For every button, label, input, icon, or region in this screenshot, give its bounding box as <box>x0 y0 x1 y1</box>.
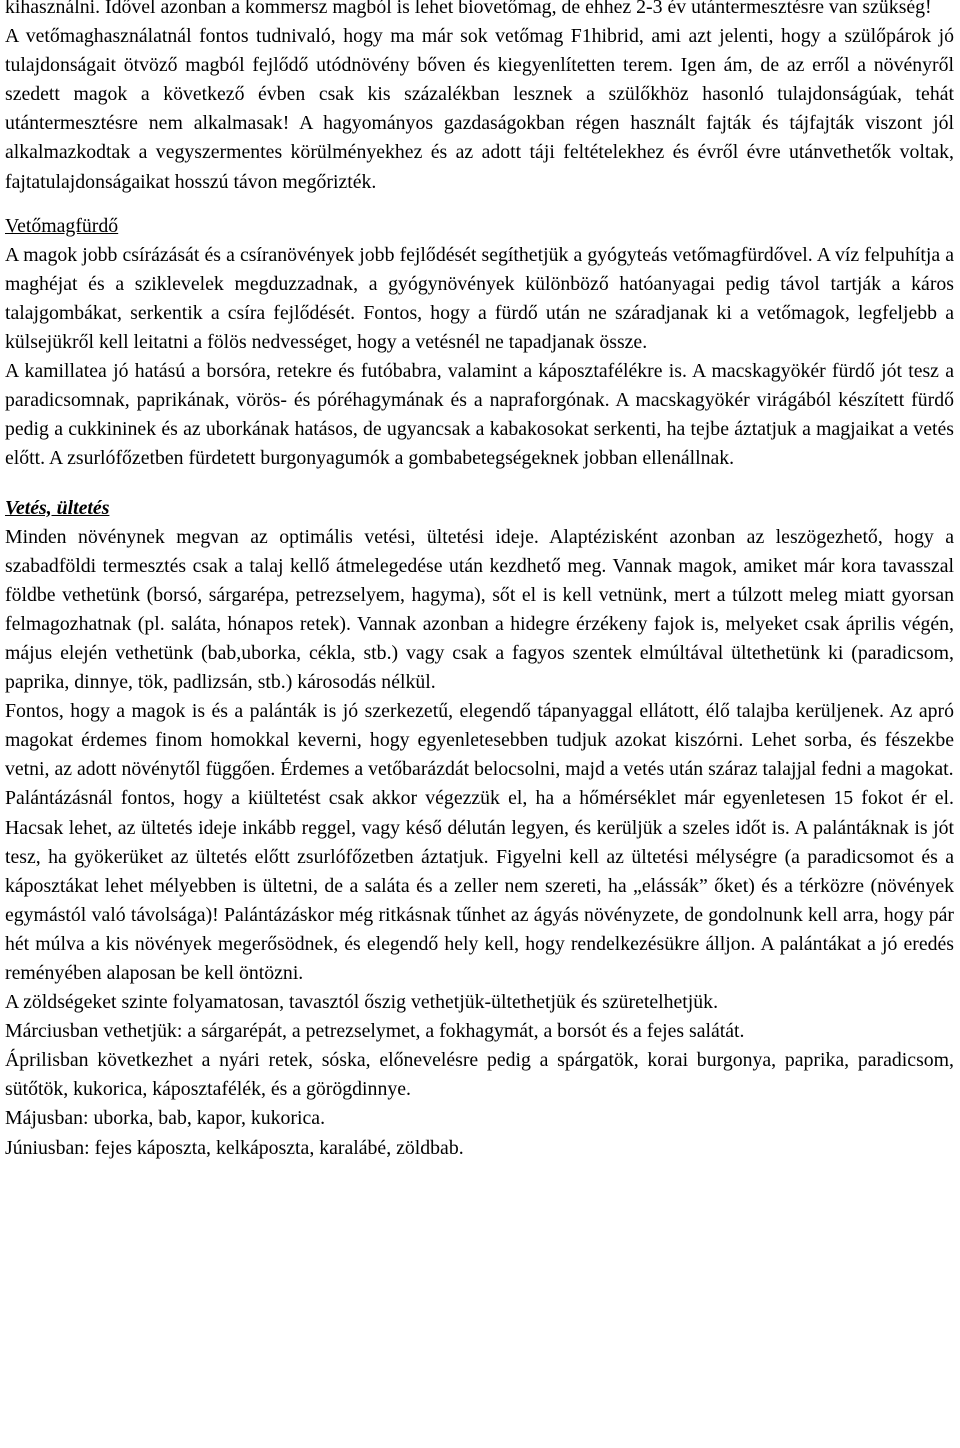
vetes-paragraph-4: A zöldségeket szinte folyamatosan, tavasztól őszig vethetjük-ültethetjük és szüretelhetjük. <box>5 991 719 1014</box>
vetes-paragraph-2: Fontos, hogy a magok is és a palánták is jó szerkezetű, elegendő tápanyaggal ellátott, élő talajba kerüljenek. Az apró magokat érdemes finom homokkal keverni, hogy egyenletesebben tudjuk azokat kiszórni. Lehet sorba, és fészekbe vetni, az adott növénytől függően. Érdemes a vetőbarázdát belocsolni, majd a vetés után száraz talajjal fedni a magokat. <box>5 700 954 781</box>
intro-paragraph-1: kihasználni. Idővel azonban a kommersz magból is lehet biovetőmag, de ehhez 2-3 év utántermesztésre van szükség! <box>5 0 932 18</box>
vetes-may-list: Májusban: uborka, bab, kapor, kukorica. <box>5 1107 326 1130</box>
vetes-paragraph-3: Palántázásnál fontos, hogy a kiültetést csak akkor végezzük el, ha a hőmérséklet már egyenletesen 15 fokot ér el. Hacsak lehet, az ültetés ideje inkább reggel, vagy késő délután legyen, és kerüljük a szeles időt is. A palántáknak is jót tesz, ha gyökerüket az ültetés előtt zsurlófőzetben áztatjuk. Figyelni kell az ültetési mélységre (a paradicsomot és a káposztákat lehet mélyebben is ültetni, de a saláta és a zeller nem szereti, ha „elássák” őket) és a térközre (növények egymástól való távolsága)! Palántázáskor még ritkásnak tűnhet az ágyás növényzete, de gondolnunk kell arra, hogy pár hét múlva a kis növények megerősödnek, és elegendő hely kell, hogy rendelkezésükre álljon. A palántákat a jó eredés reményében alaposan be kell öntözni. <box>5 787 954 984</box>
vetes-paragraph-1: Minden növénynek megvan az optimális vetési, ültetési ideje. Alaptézisként azonban az leszögezhető, hogy a szabadföldi termesztés csak a talaj kellő átmelegedése után kezdhető meg. Vannak magok, amiket már kora tavasszal földbe vethetünk (borsó, sárgarépa, petrezselyem, hagyma), sőt el is kell vetnünk, mert a túlzott meleg miatt gyorsan felmagozhatnak (pl. saláta, hónapos retek). Vannak azonban a hidegre érzékeny fajok is, melyeket csak április végén, május elején vethetünk (bab,uborka, cékla, stb.) vagy csak a fagyos szentek elmúltával ültethetünk ki (paradicsom, paprika, dinnye, tök, padlizsán, stb.) károsodás nélkül. <box>5 525 954 694</box>
section-heading-vetomagfurdo: Vetőmagfürdő <box>5 214 119 237</box>
vetes-march-list: Márciusban vethetjük: a sárgarépát, a petrezselymet, a fokhagymát, a borsót és a fejes salátát. <box>5 1020 745 1043</box>
vetomagfurdo-paragraph-1: A magok jobb csírázását és a csíranövények jobb fejlődését segíthetjük a gyógyteás vetőmagfürdővel. A víz felpuhítja a maghéjat és a sziklevelek megduzzadnak, a gyógynövények különböző hatóanyagai pedig távol tartják a káros talajgombákat, serkentik a csíra fejlődését. Fontos, hogy a fürdő után ne száradjanak ki a vetőmagok, legfeljebb a külsejükről kell leitatni a fölös nedvességet, hogy a vetésnél ne tapadjanak össze. <box>5 243 954 354</box>
section-heading-vetes-ultetes: Vetés, ültetés <box>5 496 110 519</box>
vetomagfurdo-paragraph-2: A kamillatea jó hatású a borsóra, retekre és futóbabra, valamint a káposztafélékre is. A macskagyökér fürdő jót tesz a paradicsomnak, paprikának, vörös- és póréhagymának és a napraforgónak. A macskagyökér virágából készített fürdő pedig a cukkininek és az uborkának hatásos, de ugyancsak a kabakosokat serkenti, ha tejbe áztatjuk a magjaikat a vetés előtt. A zsurlófőzetben fürdetett burgonyagumók a gombabetegségeknek jobban ellenállnak. <box>5 360 954 470</box>
intro-paragraph-2: A vetőmaghasználatnál fontos tudnivaló, hogy ma már sok vetőmag F1hibrid, ami azt jelenti, hogy a szülőpárok jó tulajdonságait ötvöző magból fejlődő utódnövény bőven és kiegyenlítetten terem. Igen ám, de az erről a növényről szedett magok a következő évben csak kis százalékban lesznek a szülőkhöz hasonló tulajdonságúak, tehát utántermesztésre nem alkalmasak! A hagyományos gazdaságokban régen használt fajták és tájfajták viszont jól alkalmazkodtak a vegyszermentes körülményekhez és az adott táji feltételekhez és évről évre utánvethetők voltak, fajtatulajdonságaikat hosszú távon megőrizték. <box>5 25 954 193</box>
vetes-april-list: Áprilisban következhet a nyári retek, sóska, előnevelésre pedig a spárgatök, korai burgonya, paprika, paradicsom, sütőtök, kukorica, káposztafélék, és a görögdinnye. <box>5 1049 954 1101</box>
vetes-june-list: Júniusban: fejes káposzta, kelkáposzta, karalábé, zöldbab. <box>5 1136 464 1159</box>
